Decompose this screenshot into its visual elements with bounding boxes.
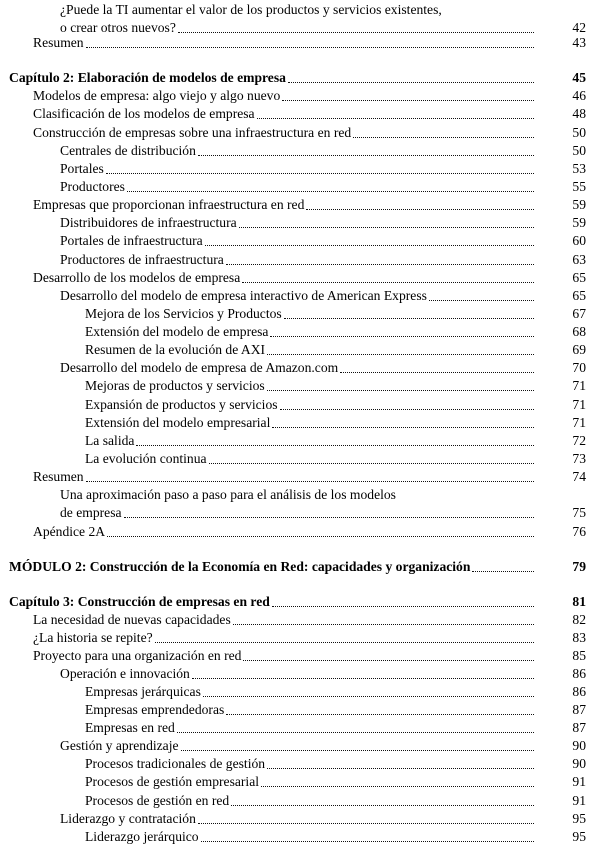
toc-entry-title: Resumen: [33, 35, 84, 50]
dot-leader: [261, 786, 534, 787]
dot-leader: [106, 173, 534, 174]
dot-leader: [178, 32, 534, 33]
toc-entry: [0, 738, 600, 754]
toc-entry-page: 67: [572, 306, 586, 321]
toc-entry: [0, 288, 600, 304]
toc-entry: [0, 451, 600, 467]
toc-entry-page: 95: [572, 811, 586, 826]
toc-entry-page: 55: [572, 179, 586, 194]
toc-entry-title: Capítulo 3: Construcción de empresas en red: [9, 594, 270, 609]
dot-leader: [472, 571, 534, 572]
toc-entry-title: Productores: [60, 179, 125, 194]
toc-entry: [0, 756, 600, 772]
toc-entry-page: 81: [572, 594, 586, 609]
toc-entry-title: Empresas emprendedoras: [85, 702, 225, 717]
toc-entry-page: 86: [572, 666, 586, 681]
toc-entry: [0, 143, 600, 159]
dot-leader: [181, 750, 534, 751]
toc-entry: [0, 20, 600, 36]
toc-entry-page: 60: [572, 233, 586, 248]
toc-entry: [0, 252, 600, 268]
toc-entry-title: Expansión de productos y servicios: [85, 397, 278, 412]
dot-leader: [198, 155, 534, 156]
toc-entry-title: Extensión del modelo empresarial: [85, 415, 271, 430]
toc-entry: [0, 35, 600, 51]
toc-entry-page: 83: [572, 630, 586, 645]
toc-entry: [0, 487, 600, 503]
toc-entry-title: Resumen de la evolución de AXI: [85, 342, 266, 357]
dot-leader: [272, 606, 534, 607]
dot-leader: [136, 445, 534, 446]
toc-entry: [0, 161, 600, 177]
dot-leader: [233, 624, 534, 625]
toc-entry: [0, 397, 600, 413]
toc-entry: [0, 793, 600, 809]
dot-leader: [429, 300, 534, 301]
toc-entry-title: Procesos de gestión empresarial: [85, 774, 260, 789]
toc-entry-title: Centrales de distribución: [60, 143, 196, 158]
dot-leader: [155, 642, 534, 643]
dot-leader: [282, 100, 534, 101]
toc-entry-page: 85: [572, 648, 586, 663]
toc-entry-title: Mejoras de productos y servicios: [85, 378, 265, 393]
dot-leader: [280, 409, 534, 410]
toc-entry: [0, 469, 600, 485]
toc-entry: [0, 306, 600, 322]
toc-entry-page: 73: [572, 451, 586, 466]
toc-entry-page: 59: [572, 215, 586, 230]
toc-entry-title: Apéndice 2A: [33, 524, 106, 539]
toc-entry: [0, 774, 600, 790]
toc-entry-title: Procesos de gestión en red: [85, 793, 230, 808]
toc-entry-title: Distribuidores de infraestructura: [60, 215, 237, 230]
toc-entry-title: Portales: [60, 161, 104, 176]
toc-entry-page: 43: [572, 35, 586, 50]
dot-leader: [340, 372, 534, 373]
toc-entry-page: 95: [572, 829, 586, 844]
toc-entry-title: Una aproximación paso a paso para el análisis de los modelos: [60, 487, 396, 502]
toc-entry-title: ¿La historia se repite?: [33, 630, 153, 645]
toc-entry-page: 71: [572, 378, 586, 393]
toc-entry-page: 82: [572, 612, 586, 627]
dot-leader: [267, 390, 534, 391]
toc-entry: [0, 179, 600, 195]
toc-entry-title: Empresas jerárquicas: [85, 684, 201, 699]
toc-entry-page: 63: [572, 252, 586, 267]
toc-entry: [0, 215, 600, 231]
toc-entry: [0, 684, 600, 700]
toc-entry: [0, 197, 600, 213]
toc-entry-title: La necesidad de nuevas capacidades: [33, 612, 231, 627]
dot-leader: [124, 517, 534, 518]
toc-entry: [0, 648, 600, 664]
toc-entry-title: Desarrollo del modelo de empresa interactivo de American Express: [60, 288, 427, 303]
toc-entry-page: 45: [572, 70, 586, 85]
toc-entry: [0, 125, 600, 141]
toc-entry-page: 72: [572, 433, 586, 448]
toc-entry-page: 53: [572, 161, 586, 176]
dot-leader: [353, 137, 534, 138]
toc-entry-title: Gestión y aprendizaje: [60, 738, 179, 753]
dot-leader: [86, 47, 534, 48]
dot-leader: [177, 732, 534, 733]
dot-leader: [86, 481, 534, 482]
toc-entry-page: 71: [572, 415, 586, 430]
toc-entry-title: Mejora de los Servicios y Productos: [85, 306, 282, 321]
dot-leader: [242, 282, 534, 283]
toc-entry-page: 68: [572, 324, 586, 339]
dot-leader: [306, 209, 534, 210]
dot-leader: [226, 264, 534, 265]
toc-entry-page: 87: [572, 702, 586, 717]
dot-leader: [203, 696, 534, 697]
toc-entry-title: Extensión del modelo de empresa: [85, 324, 269, 339]
toc-entry-title: Portales de infraestructura: [60, 233, 203, 248]
dot-leader: [243, 660, 534, 661]
toc-entry: [0, 360, 600, 376]
toc-entry: [0, 702, 600, 718]
toc-entry-title: Empresas en red: [85, 720, 175, 735]
toc-entry-page: 48: [572, 106, 586, 121]
toc-entry-title: Procesos tradicionales de gestión: [85, 756, 266, 771]
toc-entry-page: 70: [572, 360, 586, 375]
toc-entry-title: o crear otros nuevos?: [60, 20, 176, 35]
dot-leader: [272, 427, 534, 428]
toc-entry: [0, 415, 600, 431]
dot-leader: [201, 841, 534, 842]
toc-entry-page: 71: [572, 397, 586, 412]
toc-entry: [0, 524, 600, 540]
toc-entry-title: Modelos de empresa: algo viejo y algo nuevo: [33, 88, 281, 103]
toc-entry: [0, 270, 600, 286]
toc-entry-title: MÓDULO 2: Construcción de la Economía en Red: capacidades y organización: [9, 559, 471, 574]
module-heading: [0, 559, 600, 575]
toc-entry: [0, 324, 600, 340]
toc-entry: [0, 720, 600, 736]
toc-entry-title: La salida: [85, 433, 135, 448]
toc-entry: [0, 2, 600, 18]
toc-entry: [0, 233, 600, 249]
toc-entry-page: 50: [572, 143, 586, 158]
toc-entry: [0, 811, 600, 827]
toc-entry-title: Clasificación de los modelos de empresa: [33, 106, 255, 121]
toc-entry-page: 76: [572, 524, 586, 539]
dot-leader: [284, 318, 534, 319]
chapter-heading: [0, 70, 600, 86]
toc-entry-page: 42: [572, 20, 586, 35]
toc-entry: [0, 630, 600, 646]
toc-entry-page: 90: [572, 756, 586, 771]
toc-entry: [0, 433, 600, 449]
toc-entry-title: Resumen: [33, 469, 84, 484]
toc-entry-title: Liderazgo jerárquico: [85, 829, 199, 844]
toc-entry-page: 79: [572, 559, 586, 574]
toc-entry-page: 65: [572, 270, 586, 285]
toc-entry: [0, 612, 600, 628]
toc-entry: [0, 829, 600, 845]
toc-entry-page: 87: [572, 720, 586, 735]
toc-entry-title: Desarrollo del modelo de empresa de Amazon.com: [60, 360, 339, 375]
toc-entry-title: Construcción de empresas sobre una infraestructura en red: [33, 125, 352, 140]
toc-entry: [0, 106, 600, 122]
toc-entry-title: Desarrollo de los modelos de empresa: [33, 270, 241, 285]
dot-leader: [192, 678, 534, 679]
toc-entry: [0, 378, 600, 394]
toc-entry-page: 59: [572, 197, 586, 212]
toc-entry-title: Liderazgo y contratación: [60, 811, 196, 826]
toc-entry-title: Empresas que proporcionan infraestructura en red: [33, 197, 305, 212]
dot-leader: [209, 463, 534, 464]
dot-leader: [288, 82, 534, 83]
toc-entry: [0, 505, 600, 521]
dot-leader: [107, 536, 534, 537]
dot-leader: [231, 805, 534, 806]
dot-leader: [267, 768, 534, 769]
toc-entry-page: 74: [572, 469, 586, 484]
toc-entry-page: 75: [572, 505, 586, 520]
toc-entry: [0, 88, 600, 104]
dot-leader: [270, 336, 534, 337]
dot-leader: [198, 823, 534, 824]
toc-entry-page: 50: [572, 125, 586, 140]
chapter-heading: [0, 594, 600, 610]
toc-entry-page: 91: [572, 774, 586, 789]
dot-leader: [257, 118, 534, 119]
toc-entry-title: ¿Puede la TI aumentar el valor de los productos y servicios existentes,: [60, 2, 442, 17]
toc-entry-page: 91: [572, 793, 586, 808]
toc-entry: [0, 666, 600, 682]
toc-entry-title: Proyecto para una organización en red: [33, 648, 242, 663]
toc-entry-title: La evolución continua: [85, 451, 207, 466]
toc-entry-title: Operación e innovación: [60, 666, 190, 681]
dot-leader: [205, 245, 534, 246]
toc-entry-title: Productores de infraestructura: [60, 252, 224, 267]
toc-entry-page: 65: [572, 288, 586, 303]
toc-entry-page: 86: [572, 684, 586, 699]
toc-entry-title: Capítulo 2: Elaboración de modelos de empresa: [9, 70, 286, 85]
toc-entry-page: 69: [572, 342, 586, 357]
dot-leader: [127, 191, 534, 192]
toc-entry: [0, 342, 600, 358]
dot-leader: [267, 354, 534, 355]
dot-leader: [239, 227, 534, 228]
toc-entry-page: 90: [572, 738, 586, 753]
dot-leader: [226, 714, 534, 715]
toc-entry-page: 46: [572, 88, 586, 103]
toc-entry-title: de empresa: [60, 505, 122, 520]
